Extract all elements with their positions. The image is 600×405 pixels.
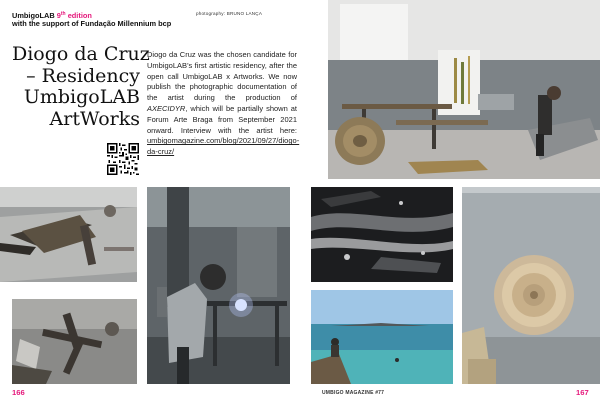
welding-photo xyxy=(147,187,290,384)
edition-name: UmbigoLAB xyxy=(12,11,55,20)
qr-code[interactable] xyxy=(107,143,139,175)
magazine-name: UMBIGO MAGAZINE #77 xyxy=(322,390,385,396)
title-line: ArtWorks xyxy=(49,107,140,130)
sculpture-table-photo xyxy=(0,187,137,282)
photo-credit: photography: BRUNO LANÇA xyxy=(196,11,263,16)
seascape-photo xyxy=(311,290,453,384)
studio-overview-photo xyxy=(328,0,600,179)
edition-number: 9th edition xyxy=(56,11,92,20)
support-line: with the support of Fundação Millennium bcp xyxy=(12,19,172,28)
title-line: – Residency xyxy=(26,64,140,87)
article-title xyxy=(12,43,150,130)
title-line: Diogo da Cruz xyxy=(12,43,150,65)
ceramic-disc-photo xyxy=(462,187,600,384)
page-number-left: 166 xyxy=(12,388,25,397)
star-sculpture-photo xyxy=(12,299,137,384)
page-number-right: 167 xyxy=(576,388,589,397)
texture-closeup-photo xyxy=(311,187,453,282)
artwork-title: AXECIDYR xyxy=(147,103,186,113)
article-body: Diogo da Cruz was the chosen candidate for UmbigoLAB’s first artistic residency, after the open call UmbigoLAB x Artworks. We now publish the photographic documentation of the artist during the production of AXECIDYR, which will be partially shown at Forum Arte Braga from September 2021 onward. Interview with the artist here: umbigomagazine.com/blog/2021/09/27/diogo-da-cruz/ xyxy=(147,50,300,157)
title-line: UmbigoLAB xyxy=(23,86,140,108)
interview-link[interactable]: umbigomagazine.com/blog/2021/09/27/diogo-da-cruz/ xyxy=(147,136,300,157)
